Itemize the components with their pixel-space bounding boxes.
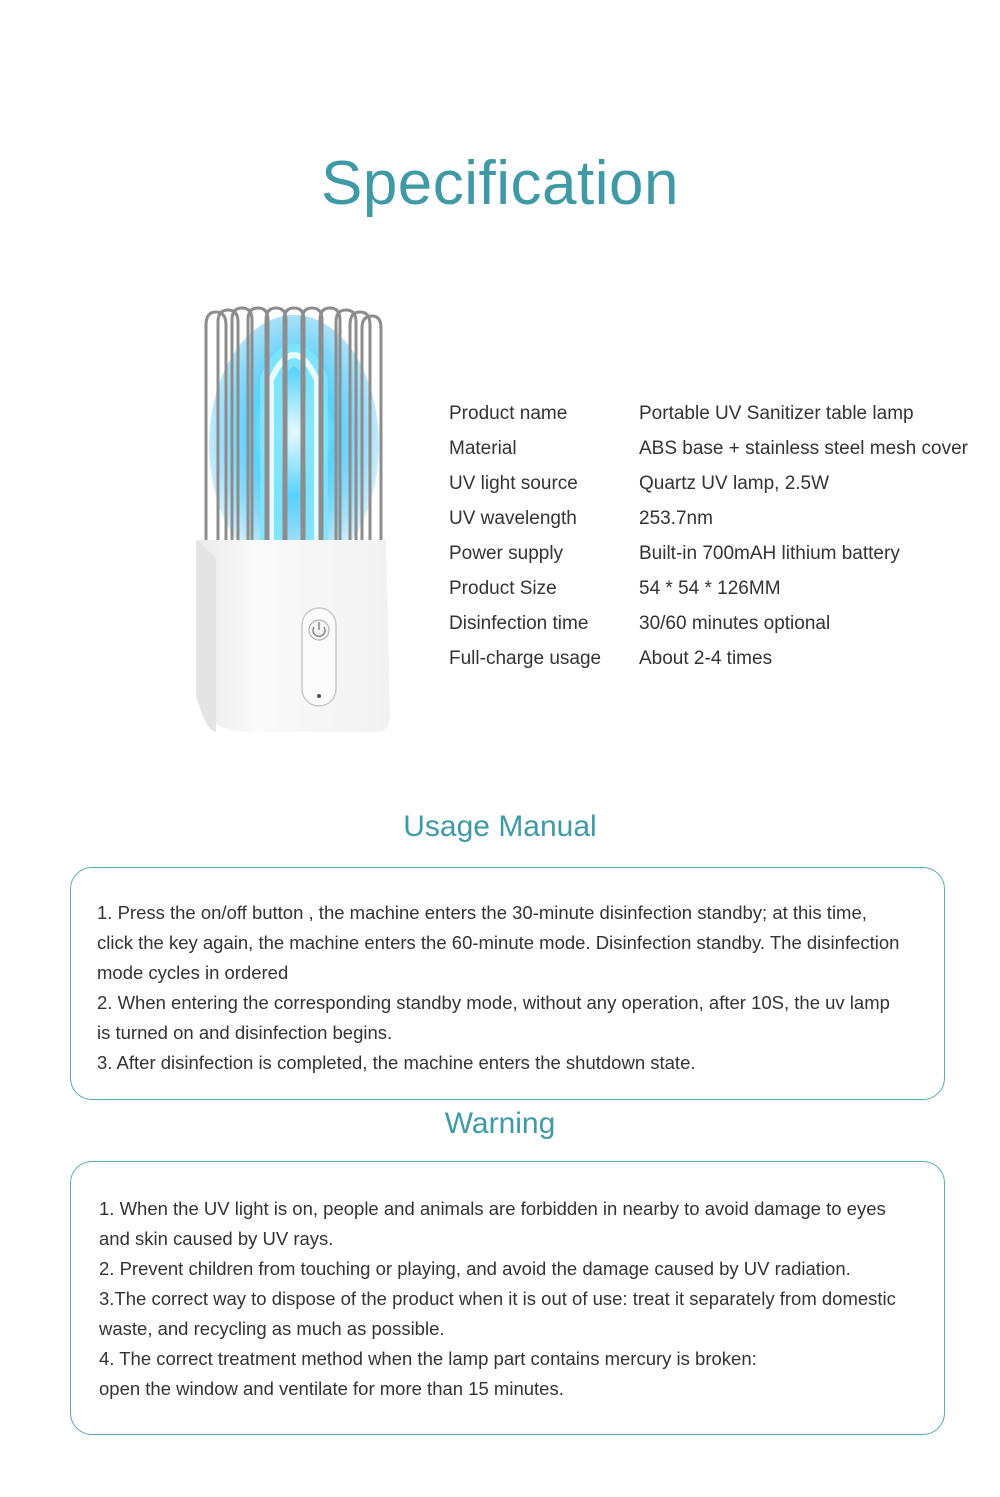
spec-value: Portable UV Sanitizer table lamp — [639, 402, 914, 424]
spec-value: 30/60 minutes optional — [639, 612, 831, 634]
spec-key: UV wavelength — [449, 507, 577, 529]
spec-value: About 2-4 times — [639, 647, 773, 669]
usage-heading: Usage Manual — [403, 810, 597, 843]
usage-manual-box — [70, 867, 945, 1100]
spec-key: Disinfection time — [449, 612, 589, 634]
spec-value: ABS base + stainless steel mesh cover — [639, 437, 968, 459]
spec-table — [449, 396, 989, 676]
warning-heading: Warning — [444, 1107, 556, 1140]
spec-row — [449, 501, 989, 536]
spec-key: Product Size — [449, 577, 557, 599]
usage-line: 2. When entering the corresponding standby mode, without any operation, after 10S, the uv lamp — [97, 992, 890, 1013]
usage-line: 3. After disinfection is completed, the machine enters the shutdown state. — [97, 1052, 696, 1073]
warning-line: 1. When the UV light is on, people and animals are forbidden in nearby to avoid damage to eyes — [99, 1198, 886, 1219]
spec-row — [449, 536, 989, 571]
warning-box — [70, 1161, 945, 1435]
usage-line: click the key again, the machine enters the 60-minute mode. Disinfection standby. The disinfection — [97, 932, 900, 953]
spec-key: UV light source — [449, 472, 578, 494]
uv-lamp-image — [176, 300, 416, 750]
spec-value: 54 * 54 * 126MM — [639, 577, 781, 599]
page-title: Specification — [320, 149, 680, 218]
usage-line: 1. Press the on/off button , the machine enters the 30-minute disinfection standby; at this time, — [97, 902, 867, 923]
warning-line: 4. The correct treatment method when the lamp part contains mercury is broken: — [99, 1348, 757, 1369]
warning-line: and skin caused by UV rays. — [99, 1228, 334, 1249]
spec-row — [449, 606, 989, 641]
uv-lamp-illustration — [176, 300, 416, 750]
spec-row — [449, 641, 989, 676]
spec-key: Full-charge usage — [449, 647, 602, 669]
spec-row — [449, 466, 989, 501]
usage-line: mode cycles in ordered — [97, 962, 289, 983]
warning-line: waste, and recycling as much as possible. — [99, 1318, 445, 1339]
spec-value: 253.7nm — [639, 507, 713, 529]
spec-row — [449, 571, 989, 606]
spec-row — [449, 431, 989, 466]
spec-value: Quartz UV lamp, 2.5W — [639, 472, 830, 494]
spec-key: Material — [449, 437, 517, 459]
spec-key: Power supply — [449, 542, 564, 564]
spec-row — [449, 396, 989, 431]
spec-key: Product name — [449, 402, 568, 424]
warning-line: open the window and ventilate for more than 15 minutes. — [99, 1378, 564, 1399]
warning-line: 2. Prevent children from touching or playing, and avoid the damage caused by UV radiation. — [99, 1258, 851, 1279]
warning-line: 3.The correct way to dispose of the product when it is out of use: treat it separately from domestic — [99, 1288, 896, 1309]
usage-line: is turned on and disinfection begins. — [97, 1022, 393, 1043]
spec-value: Built-in 700mAH lithium battery — [639, 542, 900, 564]
